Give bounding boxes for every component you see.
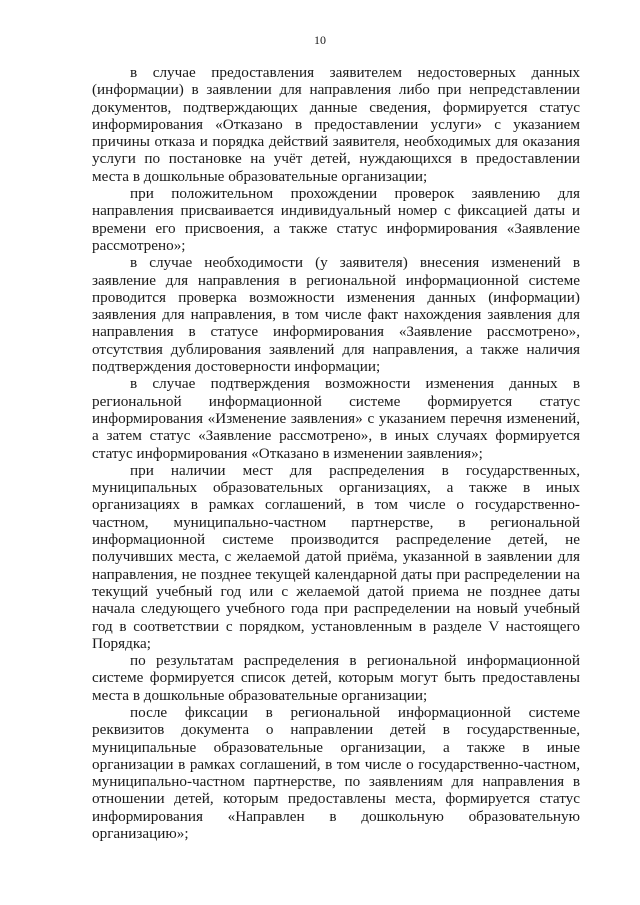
document-body xyxy=(92,64,580,842)
paragraph-3: в случае необходимости (у заявителя) внесения изменений в заявление для направления в региональной информационной системе проводится проверка возможности изменения данных (информации) заявления для направления, в том числе факт нахождения заявления для направления в статусе информирования «Заявление рассмотрено», отсутствия дублирования заявлений для направления, а также наличия подтверждения достоверности информации; xyxy=(92,254,580,376)
paragraph-2: при положительном прохождении проверок заявлению для направления присваивается индивидуальный номер с фиксацией даты и времени его присвоения, а также статус информирования «Заявление рассмотрено»; xyxy=(92,185,580,254)
paragraph-4: в случае подтверждения возможности изменения данных в региональной информационной системе формируется статус информирования «Изменение заявления» с указанием перечня изменений, а затем статус «Заявление рассмотрено», в иных случаях формируется статус информирования «Отказано в изменении заявления»; xyxy=(92,375,580,462)
paragraph-5: при наличии мест для распределения в государственных, муниципальных образовательных организациях, а также в иных организациях в рамках соглашений, в том числе о государственно-частном, муниципально-частном партнерстве, в региональной информационной системе производится распределение детей, не получивших места, с желаемой датой приёма, указанной в заявлении для направления, не позднее текущей календарной даты при распределении на текущий учебный год или с желаемой датой приема не позднее даты начала следующего учебного года при распределении на новый учебный год в соответствии с порядком, установленным в разделе V настоящего Порядка; xyxy=(92,461,580,652)
paragraph-7: после фиксации в региональной информационной системе реквизитов документа о направлении детей в государственные, муниципальные образовательные организации, а также в иные организации в рамках соглашений, в том числе о государственно-частном, муниципально-частном партнерстве, по заявлениям для направления в отношении детей, которым предоставлены места, формируется статус информирования «Направлен в дошкольную образовательную организацию»; xyxy=(92,703,580,843)
page-number: 10 xyxy=(314,33,326,47)
paragraph-6: по результатам распределения в региональной информационной системе формируется список детей, которым могут быть предоставлены места в дошкольные образовательные организации; xyxy=(92,652,580,704)
paragraph-1: в случае предоставления заявителем недостоверных данных (информации) в заявлении для направления либо при непредставлении документов, подтверждающих данные сведения, формируется статус информирования «Отказано в предоставлении услуги» с указанием причины отказа и порядка действий заявителя, необходимых для оказания услуги по постановке на учёт детей, нуждающихся в предоставлении места в дошкольные образовательные организации; xyxy=(92,64,580,185)
